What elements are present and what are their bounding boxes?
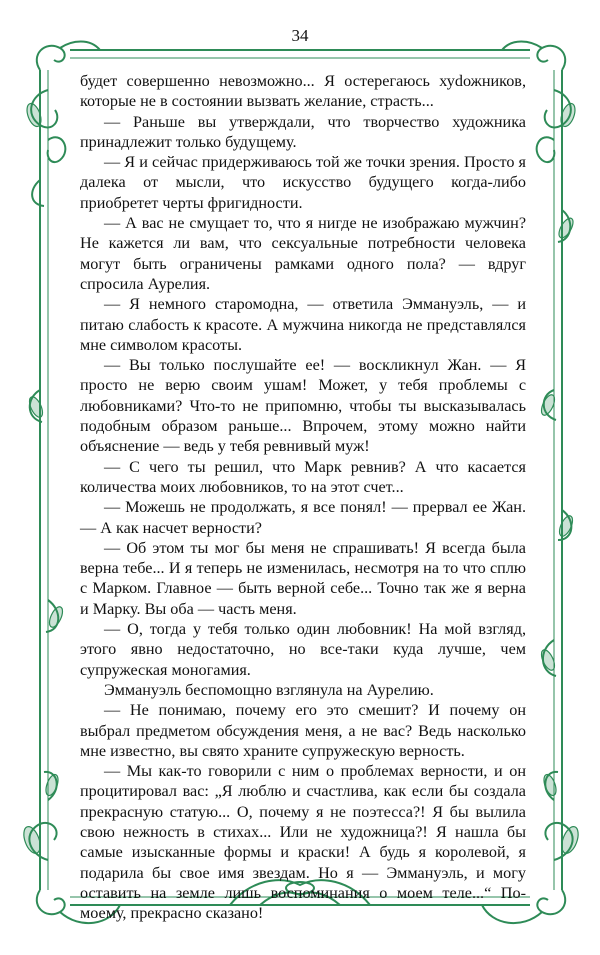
paragraph: — О, тогда у тебя только один любовник! На мой взгляд, этого явно недостаточно, но все-таки куда лучше, чем супружеская моногамия. xyxy=(80,620,526,679)
body-text xyxy=(80,71,526,923)
page-number: 34 xyxy=(291,26,309,45)
paragraph: Эммануэль беспомощно взглянула на Аурелию. xyxy=(104,680,434,699)
paragraph: — Раньше вы утверждали, что творчество художника принадлежит только будущему. xyxy=(80,112,526,151)
paragraph: — Можешь не продолжать, я все понял! — прервал ее Жан. — А как насчет верности? xyxy=(80,498,526,537)
paragraph: — Об этом ты мог бы меня не спрашивать! Я всегда была верна тебе... И я теперь не изменилась, несмотря на то что сплю с Марком. Главное — быть верной себе... Точно так же я верна и Марку. Вы оба — часть меня. xyxy=(80,538,526,618)
paragraph: — А вас не смущает то, что я нигде не изображаю мужчин? Не кажется ли вам, что сексуальные потребности человека могут быть ограничены рамками одного пола? — вдруг спросила Аурелия. xyxy=(80,214,526,293)
paragraph: — Я немного старомодна, — ответила Эммануэль, — и питаю слабость к красоте. А мужчина никогда не представлялся мне символом красоты. xyxy=(80,295,526,354)
paragraph: будет совершенно невозможно... Я остерегаюсь хуdожников, которые не в состоянии вызвать желание, страсть... xyxy=(80,72,526,111)
paragraph: — Мы как-то говорили с ним о проблемах верности, и он процитировал вас: „Я люблю и счастлива, как если бы создала прекрасную статую... О, почему я не поэтесса?! Я бы вылила свою нежность в стихах... Или не художница?! Я нашла бы самые изысканные формы и краски! А будь я королевой, я подарила бы свое имя звездам. Но я — Эммануэль, и могу оставить на земле лишь воспоминания о моем теле...“ По-моему, прекрасно сказано! xyxy=(80,762,526,923)
paragraph: — С чего ты решил, что Марк ревнив? А что касается количества моих любовников, то на этот счет... xyxy=(80,457,526,496)
paragraph: — Вы только послушайте ее! — воскликнул Жан. — Я просто не верю своим ушам! Может, у тебя проблемы с любовниками? Что-то не припомню, чтобы ты высказывалась подобным образом раньше... Впрочем, этому можно найти объяснение — ведь у тебя ревнивый муж! xyxy=(80,356,526,456)
paragraph: — Не понимаю, почему его это смешит? И почему он выбрал предметом обсуждения меня, а не вас? Ведь насколько мне известно, вы свято храните супружескую верность. xyxy=(80,701,526,760)
paragraph: — Я и сейчас придерживаюсь той же точки зрения. Просто я далека от мысли, что искусство будущего когда-либо приобретет черты фригидности. xyxy=(80,153,526,212)
